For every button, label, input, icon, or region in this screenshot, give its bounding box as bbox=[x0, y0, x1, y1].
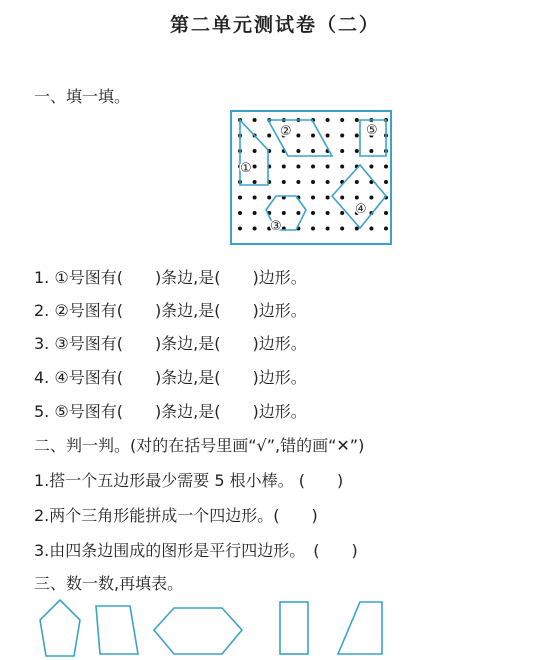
grid-dot bbox=[311, 149, 315, 153]
grid-dot bbox=[326, 211, 330, 215]
judge-item-3: 3.由四条边围成的图形是平行四边形。 ( ) bbox=[34, 541, 358, 560]
grid-dot bbox=[311, 180, 315, 184]
question-4: 4. ④号图有( )条边,是( )边形。 bbox=[34, 368, 307, 387]
grid-dot bbox=[355, 134, 359, 138]
grid-dot bbox=[340, 149, 344, 153]
grid-dot bbox=[311, 196, 315, 200]
grid-dot bbox=[384, 165, 388, 169]
judge-item-2: 2.两个三角形能拼成一个四边形。( ) bbox=[34, 506, 318, 525]
shape-5-label: ⑤ bbox=[366, 123, 378, 138]
grid-dot bbox=[296, 165, 300, 169]
grid-dot bbox=[311, 134, 315, 138]
grid-dot bbox=[253, 165, 257, 169]
grid-dot bbox=[296, 180, 300, 184]
grid-dot bbox=[384, 211, 388, 215]
shape-2-label: ② bbox=[280, 124, 292, 139]
grid-dot bbox=[369, 165, 373, 169]
section1-heading: 一、填一填。 bbox=[34, 87, 131, 106]
grid-dot bbox=[311, 165, 315, 169]
grid-dot bbox=[253, 211, 257, 215]
grid-dot bbox=[253, 118, 257, 122]
rectangle-shape bbox=[280, 602, 308, 654]
grid-dot bbox=[326, 134, 330, 138]
grid-dot bbox=[340, 165, 344, 169]
section2-heading: 二、判一判。(对的在括号里画“√”,错的画“✕”) bbox=[34, 436, 365, 455]
grid-dot bbox=[384, 227, 388, 231]
page-title: 第二单元测试卷（二） bbox=[169, 14, 380, 36]
grid-dot bbox=[326, 196, 330, 200]
grid-dot bbox=[355, 149, 359, 153]
grid-dot bbox=[369, 227, 373, 231]
grid-dot bbox=[326, 180, 330, 184]
grid-dot bbox=[355, 196, 359, 200]
pentagon-shape bbox=[40, 600, 80, 656]
grid-dot bbox=[253, 180, 257, 184]
section3-heading: 三、数一数,再填表。 bbox=[34, 574, 184, 593]
grid-dot bbox=[369, 149, 373, 153]
shape-4-label: ④ bbox=[355, 202, 367, 217]
grid-dot bbox=[311, 227, 315, 231]
grid-dot bbox=[326, 165, 330, 169]
grid-dot bbox=[296, 211, 300, 215]
hexagon-shape bbox=[154, 608, 242, 654]
shapes-row bbox=[30, 598, 410, 660]
grid-dot bbox=[340, 227, 344, 231]
grid-dot bbox=[311, 211, 315, 215]
grid-dot bbox=[340, 196, 344, 200]
grid-dot bbox=[326, 118, 330, 122]
grid-dot bbox=[369, 196, 373, 200]
question-2: 2. ②号图有( )条边,是( )边形。 bbox=[34, 301, 307, 320]
grid-dot bbox=[267, 196, 271, 200]
grid-dot bbox=[326, 227, 330, 231]
grid-dot bbox=[282, 165, 286, 169]
judge-item-1: 1.搭一个五边形最少需要 5 根小棒。 ( ) bbox=[34, 471, 344, 490]
grid-dot bbox=[355, 180, 359, 184]
grid-dot bbox=[267, 134, 271, 138]
grid-dot bbox=[253, 196, 257, 200]
grid-dot bbox=[282, 180, 286, 184]
grid-dot bbox=[355, 118, 359, 122]
shape-3-label: ③ bbox=[270, 219, 282, 234]
grid-dot bbox=[238, 211, 242, 215]
grid-dot bbox=[340, 118, 344, 122]
grid-dot bbox=[253, 227, 257, 231]
grid-dot bbox=[238, 227, 242, 231]
grid-dot bbox=[238, 196, 242, 200]
question-5: 5. ⑤号图有( )条边,是( )边形。 bbox=[34, 402, 307, 421]
grid-dot bbox=[340, 134, 344, 138]
right-trapezoid-shape bbox=[338, 602, 382, 654]
grid-dot bbox=[253, 149, 257, 153]
shape-1-label: ① bbox=[240, 161, 252, 176]
question-1: 1. ①号图有( )条边,是( )边形。 bbox=[34, 268, 307, 287]
grid-dot bbox=[296, 134, 300, 138]
grid-dot bbox=[384, 180, 388, 184]
grid-dot bbox=[282, 211, 286, 215]
grid-dot bbox=[340, 211, 344, 215]
grid-dot bbox=[296, 149, 300, 153]
question-3: 3. ③号图有( )条边,是( )边形。 bbox=[34, 334, 307, 353]
trapezoid-shape bbox=[96, 606, 138, 654]
shape-4-diamond bbox=[332, 165, 386, 228]
dot-grid-figure bbox=[230, 110, 392, 245]
